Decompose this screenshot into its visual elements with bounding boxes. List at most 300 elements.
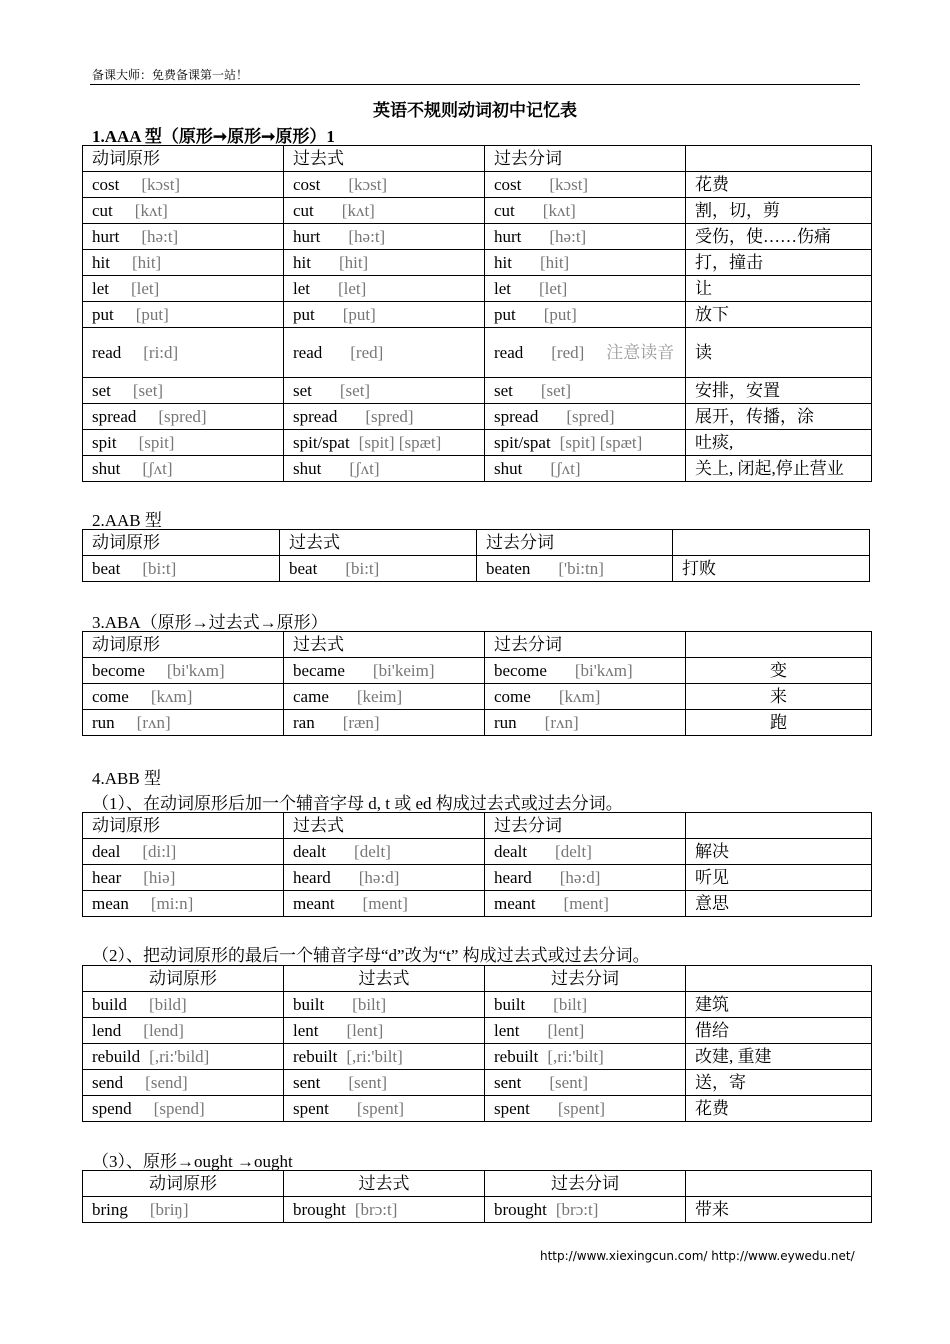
verb-base-phonetic: [hiə] (143, 867, 176, 887)
verb-past-form: spent (293, 1098, 329, 1118)
verb-past-form: beat (289, 558, 318, 578)
verb-pp-phonetic: [bilt] (553, 994, 588, 1014)
verb-base-phonetic: [bild] (148, 994, 187, 1014)
verb-pp-phonetic: [hə:t] (549, 226, 587, 246)
verb-base-form: hear (92, 867, 122, 887)
verb-past-cell (284, 378, 485, 404)
verb-row (83, 250, 872, 276)
verb-pp-form: let (494, 278, 511, 298)
verb-pp-cell (485, 865, 686, 891)
verb-pp-form: brought (494, 1199, 547, 1219)
verb-base-phonetic: [hə:t] (141, 226, 179, 246)
verb-base-phonetic: [let] (131, 278, 160, 298)
verb-past-form: dealt (293, 841, 327, 861)
verb-base-cell (83, 456, 284, 482)
verb-row (83, 276, 872, 302)
column-header (686, 1171, 872, 1197)
verb-past-phonetic: [lent] (346, 1020, 384, 1040)
verb-base-cell (83, 276, 284, 302)
verb-base-phonetic: [lend] (143, 1020, 184, 1040)
verb-past-form: rebuilt (293, 1046, 338, 1066)
verb-past-form: put (293, 304, 315, 324)
verb-pp-form: hurt (494, 226, 522, 246)
verb-past-phonetic: [sent] (348, 1072, 388, 1092)
verb-past-form: ran (293, 712, 315, 732)
verb-past-phonetic: [delt] (354, 841, 391, 861)
header-divider (90, 84, 860, 85)
verb-pp-form: spit/spat (494, 432, 551, 452)
verb-past-form: sent (293, 1072, 321, 1092)
verb-row (83, 992, 872, 1018)
column-header: 过去式 (284, 966, 485, 992)
verb-past-cell (284, 430, 485, 456)
verb-base-phonetic: [spend] (153, 1098, 205, 1118)
verb-base-cell (83, 1018, 284, 1044)
verb-row (83, 684, 872, 710)
verb-base-phonetic: [kʌt] (134, 200, 168, 220)
verb-past-phonetic: [bi:t] (345, 558, 380, 578)
meaning-cell: 让 (686, 276, 872, 302)
verb-row (83, 302, 872, 328)
column-header: 动词原形 (83, 146, 284, 172)
table-header-row (83, 530, 870, 556)
verb-pp-cell (485, 684, 686, 710)
verb-row (83, 456, 872, 482)
verb-base-form: put (92, 304, 114, 324)
verb-row (83, 891, 872, 917)
meaning-cell: 听见 (686, 865, 872, 891)
verb-table-abb-3 (82, 1170, 872, 1223)
page-header: 备课大师：免费备课第一站！ (92, 68, 249, 82)
verb-base-form: set (92, 380, 111, 400)
verb-base-cell (83, 404, 284, 430)
verb-past-cell (284, 1070, 485, 1096)
verb-row (83, 710, 872, 736)
verb-pp-form: spent (494, 1098, 530, 1118)
meaning-cell: 展开，传播，涂 (686, 404, 872, 430)
verb-pp-form: read (494, 342, 524, 362)
table-header-row (83, 813, 872, 839)
verb-pp-form: rebuilt (494, 1046, 539, 1066)
verb-pp-form: heard (494, 867, 532, 887)
verb-base-form: read (92, 342, 122, 362)
verb-row (83, 839, 872, 865)
verb-base-phonetic: [set] (132, 380, 164, 400)
verb-pp-form: hit (494, 252, 512, 272)
section-heading-abb: 4.ABB 型 (92, 769, 161, 788)
table-header-row (83, 966, 872, 992)
verb-pp-form: dealt (494, 841, 528, 861)
verb-past-phonetic: [hə:t] (348, 226, 386, 246)
meaning-cell: 读 (686, 328, 872, 378)
verb-base-form: beat (92, 558, 121, 578)
verb-row (83, 378, 872, 404)
verb-pp-cell (485, 839, 686, 865)
verb-past-cell (284, 865, 485, 891)
meaning-cell: 意思 (686, 891, 872, 917)
column-header: 动词原形 (83, 813, 284, 839)
verb-pp-phonetic: [ment] (563, 893, 609, 913)
verb-base-form: become (92, 660, 145, 680)
meaning-cell: 关上, 闭起,停止营业 (686, 456, 872, 482)
verb-pp-phonetic: [red] (551, 342, 585, 362)
verb-base-form: bring (92, 1199, 128, 1219)
document-title: 英语不规则动词初中记忆表 (373, 101, 577, 120)
verb-pp-form: run (494, 712, 517, 732)
verb-past-phonetic: [set] (339, 380, 371, 400)
verb-pp-cell (485, 992, 686, 1018)
meaning-cell: 改建, 重建 (686, 1044, 872, 1070)
column-header: 过去分词 (485, 813, 686, 839)
verb-pp-cell (485, 1197, 686, 1223)
verb-base-form: spread (92, 406, 137, 426)
verb-base-form: shut (92, 458, 121, 478)
verb-past-form: let (293, 278, 310, 298)
verb-past-phonetic: [spent] (356, 1098, 405, 1118)
verb-base-cell (83, 556, 280, 582)
verb-past-cell (284, 456, 485, 482)
verb-base-form: let (92, 278, 109, 298)
column-header (673, 530, 870, 556)
meaning-cell: 安排，安置 (686, 378, 872, 404)
meaning-cell: 放下 (686, 302, 872, 328)
verb-pp-phonetic: [set] (540, 380, 572, 400)
verb-pp-form: meant (494, 893, 536, 913)
meaning-cell: 变 (686, 658, 872, 684)
verb-pp-cell (485, 328, 686, 378)
verb-pp-phonetic: [put] (543, 304, 577, 324)
meaning-cell: 解决 (686, 839, 872, 865)
verb-past-cell (284, 404, 485, 430)
meaning-cell: 受伤，使……伤痛 (686, 224, 872, 250)
verb-pp-cell (485, 891, 686, 917)
verb-base-cell (83, 430, 284, 456)
verb-base-phonetic: [bi:t] (142, 558, 177, 578)
verb-base-phonetic: [mi:n] (150, 893, 194, 913)
meaning-cell: 割，切，剪 (686, 198, 872, 224)
verb-base-form: hit (92, 252, 110, 272)
meaning-cell: 送，寄 (686, 1070, 872, 1096)
verb-past-cell (284, 328, 485, 378)
column-header: 过去分词 (485, 966, 686, 992)
verb-pp-phonetic: [ʃʌt] (550, 458, 581, 478)
meaning-cell: 吐痰, (686, 430, 872, 456)
verb-past-form: heard (293, 867, 331, 887)
verb-past-cell (284, 658, 485, 684)
verb-past-cell (284, 224, 485, 250)
section-heading-aab: 2.AAB 型 (92, 511, 162, 530)
verb-pp-form: cut (494, 200, 515, 220)
meaning-cell: 建筑 (686, 992, 872, 1018)
verb-base-cell (83, 250, 284, 276)
verb-pp-cell (485, 198, 686, 224)
verb-past-phonetic: [hit] (338, 252, 369, 272)
verb-past-form: built (293, 994, 325, 1014)
verb-pp-form: come (494, 686, 531, 706)
verb-past-form: brought (293, 1199, 346, 1219)
verb-base-phonetic: [kʌm] (150, 686, 193, 706)
verb-base-phonetic: [spred] (158, 406, 207, 426)
verb-pp-cell (485, 224, 686, 250)
verb-pp-phonetic: [let] (539, 278, 568, 298)
verb-base-phonetic: [di:l] (142, 841, 177, 861)
verb-row (83, 1070, 872, 1096)
verb-base-cell (83, 302, 284, 328)
verb-pp-form: put (494, 304, 516, 324)
table-header-row (83, 1171, 872, 1197)
verb-pp-cell (485, 1044, 686, 1070)
verb-base-form: rebuild (92, 1046, 141, 1066)
verb-row (83, 172, 872, 198)
column-header: 过去分词 (485, 1171, 686, 1197)
verb-table-aab (82, 529, 870, 582)
column-header: 过去式 (284, 632, 485, 658)
verb-pp-phonetic: [bi'kʌm] (574, 660, 633, 680)
verb-pp-cell (485, 658, 686, 684)
table-header-row (83, 146, 872, 172)
verb-pp-form: sent (494, 1072, 522, 1092)
verb-base-cell (83, 684, 284, 710)
verb-row (83, 404, 872, 430)
verb-past-phonetic: [spit] [spæt] (358, 432, 442, 452)
verb-base-phonetic: [put] (135, 304, 169, 324)
verb-past-cell (284, 1197, 485, 1223)
verb-past-form: became (293, 660, 345, 680)
verb-past-cell (284, 684, 485, 710)
column-header (686, 966, 872, 992)
column-header (686, 146, 872, 172)
column-header: 动词原形 (83, 530, 280, 556)
verb-past-phonetic: [bi'keim] (372, 660, 435, 680)
verb-pp-form: cost (494, 174, 522, 194)
verb-past-form: cut (293, 200, 314, 220)
verb-pp-phonetic: ['bi:tn] (558, 558, 604, 578)
verb-past-cell (284, 992, 485, 1018)
verb-base-phonetic: [hit] (131, 252, 162, 272)
column-header: 过去分词 (485, 146, 686, 172)
verb-pp-phonetic: [hit] (539, 252, 570, 272)
verb-base-cell (83, 1070, 284, 1096)
column-header: 动词原形 (83, 632, 284, 658)
column-header: 动词原形 (83, 1171, 284, 1197)
verb-base-form: build (92, 994, 127, 1014)
column-header: 过去式 (280, 530, 477, 556)
verb-row (83, 1197, 872, 1223)
verb-row (83, 658, 872, 684)
verb-base-cell (83, 172, 284, 198)
verb-past-phonetic: [let] (338, 278, 367, 298)
verb-past-form: cost (293, 174, 321, 194)
verb-table-abb-2 (82, 965, 872, 1122)
verb-pp-cell (485, 430, 686, 456)
verb-past-form: lent (293, 1020, 319, 1040)
verb-past-form: hurt (293, 226, 321, 246)
verb-base-cell (83, 328, 284, 378)
verb-pp-cell (485, 710, 686, 736)
verb-base-form: mean (92, 893, 129, 913)
page-footer-urls: http://www.xiexingcun.com/ http://www.eywedu.net/ (540, 1249, 855, 1263)
pronunciation-note: 注意读音 (606, 342, 675, 362)
verb-base-cell (83, 1096, 284, 1122)
verb-base-form: lend (92, 1020, 122, 1040)
verb-base-phonetic: [send] (145, 1072, 188, 1092)
verb-past-form: meant (293, 893, 335, 913)
verb-base-phonetic: [briŋ] (149, 1199, 189, 1219)
subheading-abb-3: （3）、原形→ought →ought (92, 1152, 293, 1171)
meaning-cell: 花费 (686, 1096, 872, 1122)
verb-pp-phonetic: [kʌm] (558, 686, 601, 706)
verb-past-form: spit/spat (293, 432, 350, 452)
verb-past-form: spread (293, 406, 338, 426)
verb-base-phonetic: [rʌn] (136, 712, 171, 732)
verb-pp-phonetic: [rʌn] (544, 712, 579, 732)
verb-pp-phonetic: [lent] (547, 1020, 585, 1040)
verb-past-form: set (293, 380, 312, 400)
verb-base-cell (83, 1197, 284, 1223)
verb-base-cell (83, 658, 284, 684)
verb-base-cell (83, 378, 284, 404)
verb-pp-form: beaten (486, 558, 531, 578)
verb-past-phonetic: [brɔ:t] (354, 1199, 398, 1219)
verb-row (83, 198, 872, 224)
verb-pp-cell (485, 276, 686, 302)
verb-past-cell (284, 839, 485, 865)
verb-row (83, 1044, 872, 1070)
verb-pp-cell (485, 1070, 686, 1096)
verb-pp-cell (485, 378, 686, 404)
column-header (686, 632, 872, 658)
verb-base-cell (83, 839, 284, 865)
column-header: 动词原形 (83, 966, 284, 992)
verb-base-form: run (92, 712, 115, 732)
verb-base-form: cost (92, 174, 120, 194)
verb-base-form: cut (92, 200, 113, 220)
verb-pp-cell (477, 556, 673, 582)
meaning-cell: 带来 (686, 1197, 872, 1223)
subheading-abb-1: （1）、在动词原形后加一个辅音字母 d, t 或 ed 构成过去式或过去分词。 (92, 794, 623, 813)
verb-past-phonetic: [spred] (365, 406, 414, 426)
column-header: 过去式 (284, 1171, 485, 1197)
verb-pp-phonetic: [sent] (549, 1072, 589, 1092)
verb-pp-form: become (494, 660, 547, 680)
verb-row (83, 1096, 872, 1122)
verb-pp-phonetic: [,ri:'bilt] (547, 1046, 604, 1066)
verb-base-form: spend (92, 1098, 132, 1118)
verb-base-phonetic: [kɔst] (141, 174, 181, 194)
verb-past-phonetic: [ræn] (342, 712, 380, 732)
verb-row (83, 865, 872, 891)
table-header-row (83, 632, 872, 658)
meaning-cell: 来 (686, 684, 872, 710)
verb-pp-form: shut (494, 458, 523, 478)
verb-pp-cell (485, 302, 686, 328)
verb-base-cell (83, 198, 284, 224)
verb-pp-cell (485, 1096, 686, 1122)
verb-row (83, 430, 872, 456)
verb-base-cell (83, 224, 284, 250)
verb-past-cell (284, 198, 485, 224)
verb-past-phonetic: [keim] (356, 686, 403, 706)
verb-past-phonetic: [bilt] (352, 994, 387, 1014)
verb-past-phonetic: [ment] (362, 893, 408, 913)
verb-past-cell (284, 710, 485, 736)
verb-past-cell (284, 302, 485, 328)
verb-base-form: send (92, 1072, 124, 1092)
verb-base-form: come (92, 686, 129, 706)
verb-pp-form: spread (494, 406, 539, 426)
verb-pp-phonetic: [spent] (557, 1098, 606, 1118)
verb-pp-phonetic: [spit] [spæt] (559, 432, 643, 452)
verb-base-form: deal (92, 841, 121, 861)
verb-pp-cell (485, 456, 686, 482)
verb-past-phonetic: [,ri:'bilt] (346, 1046, 403, 1066)
verb-base-phonetic: [ri:d] (143, 342, 179, 362)
section-heading-aba: 3.ABA（原形→过去式→原形） (92, 613, 328, 632)
verb-pp-cell (485, 172, 686, 198)
verb-base-phonetic: [spit] (138, 432, 175, 452)
verb-table-aba (82, 631, 872, 736)
verb-row (83, 328, 872, 378)
verb-past-phonetic: [ʃʌt] (349, 458, 380, 478)
verb-pp-form: set (494, 380, 513, 400)
verb-base-phonetic: [bi'kʌm] (166, 660, 225, 680)
meaning-cell: 打，撞击 (686, 250, 872, 276)
verb-past-cell (284, 172, 485, 198)
verb-pp-cell (485, 1018, 686, 1044)
subheading-abb-2: （2）、把动词原形的最后一个辅音字母“d”改为“t” 构成过去式或过去分词。 (92, 946, 650, 965)
verb-table-aaa (82, 145, 872, 482)
verb-past-phonetic: [kʌt] (341, 200, 375, 220)
verb-past-cell (284, 1044, 485, 1070)
verb-past-cell (284, 276, 485, 302)
verb-past-form: shut (293, 458, 322, 478)
verb-base-form: hurt (92, 226, 120, 246)
verb-pp-form: lent (494, 1020, 520, 1040)
column-header: 过去式 (284, 146, 485, 172)
verb-past-cell (284, 1096, 485, 1122)
verb-base-cell (83, 1044, 284, 1070)
verb-base-phonetic: [,ri:'bild] (149, 1046, 210, 1066)
verb-pp-phonetic: [kʌt] (542, 200, 576, 220)
column-header: 过去分词 (485, 632, 686, 658)
verb-past-phonetic: [red] (350, 342, 384, 362)
verb-past-phonetic: [kɔst] (348, 174, 388, 194)
verb-base-phonetic: [ʃʌt] (142, 458, 173, 478)
meaning-cell: 借给 (686, 1018, 872, 1044)
meaning-cell: 打败 (673, 556, 870, 582)
verb-table-abb-1 (82, 812, 872, 917)
verb-past-cell (284, 1018, 485, 1044)
verb-row (83, 224, 872, 250)
verb-base-cell (83, 865, 284, 891)
verb-row (83, 1018, 872, 1044)
meaning-cell: 花费 (686, 172, 872, 198)
verb-base-form: spit (92, 432, 117, 452)
verb-base-cell (83, 710, 284, 736)
verb-pp-form: built (494, 994, 526, 1014)
verb-pp-phonetic: [hə:d] (559, 867, 601, 887)
verb-base-cell (83, 992, 284, 1018)
column-header: 过去式 (284, 813, 485, 839)
verb-past-phonetic: [hə:d] (358, 867, 400, 887)
column-header (686, 813, 872, 839)
verb-pp-phonetic: [spred] (566, 406, 615, 426)
verb-past-form: hit (293, 252, 311, 272)
section-heading-aaa: 1.AAA 型（原形➞原形➞原形）1 (92, 127, 335, 146)
verb-past-cell (280, 556, 477, 582)
meaning-cell: 跑 (686, 710, 872, 736)
verb-pp-phonetic: [brɔ:t] (555, 1199, 599, 1219)
